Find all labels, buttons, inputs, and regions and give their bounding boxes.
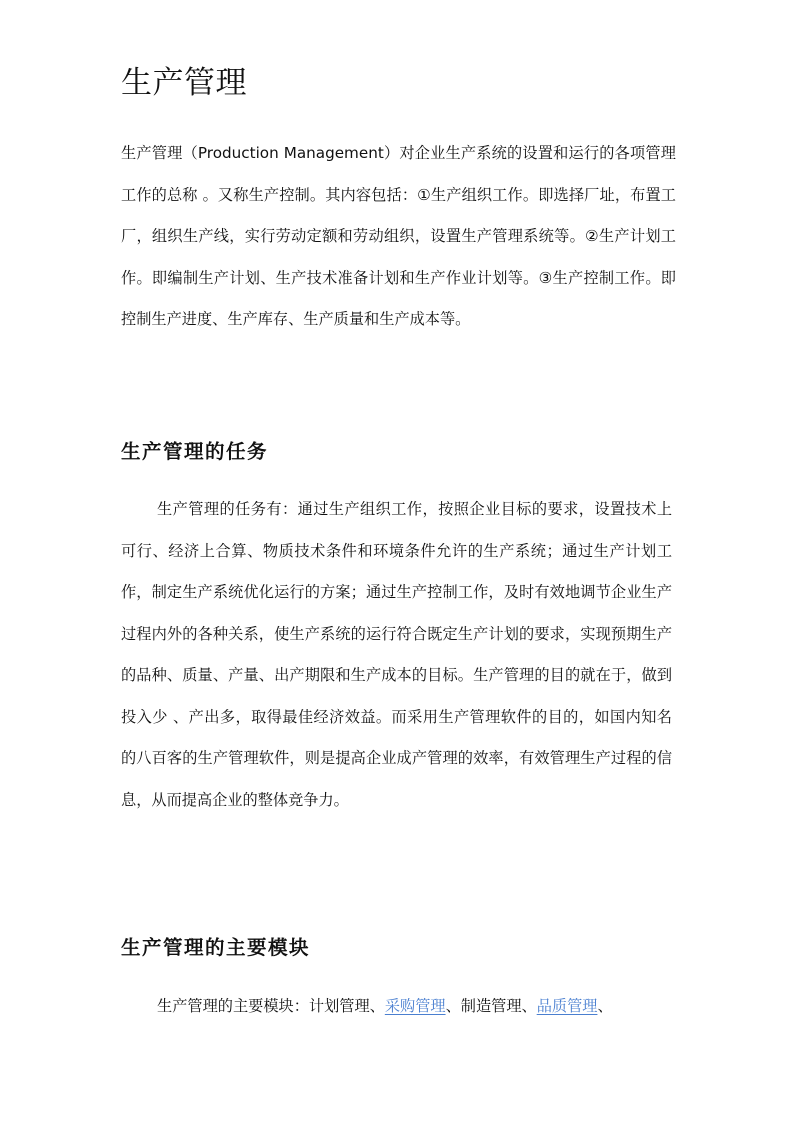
- tasks-paragraph: 生产管理的任务有：通过生产组织工作，按照企业目标的要求，设置技术上可行、经济上合算、物质技术条件和环境条件允许的生产系统；通过生产计划工作，制定生产系统优化运行的方案；通过生产控制工作，及时有效地调节企业生产过程内外的各种关系，使生产系统的运行符合既定生产计划的要求，实现预期生产的品种、质量、产量、出产期限和生产成本的目标。生产管理的目的就在于，做到投入少 、产出多，取得最佳经济效益。而采用生产管理软件的目的，如国内知名的八百客的生产管理软件，则是提高企业成产管理的效率，有效管理生产过程的信息，从而提高企业的整体竞争力。: [121, 500, 672, 809]
- section-heading-tasks: 生产管理的任务: [121, 440, 269, 463]
- quality-management-link[interactable]: 品质管理: [536, 997, 598, 1015]
- purchase-management-link[interactable]: 采购管理: [384, 997, 446, 1015]
- modules-text-separator: 、制造管理、: [445, 997, 537, 1015]
- modules-text-prefix: 生产管理的主要模块：计划管理、: [157, 997, 385, 1015]
- modules-text-trailing: 、: [597, 997, 613, 1015]
- modules-paragraph: [121, 986, 672, 1028]
- section-heading-modules: 生产管理的主要模块: [121, 936, 311, 959]
- page-title: 生产管理: [121, 65, 247, 101]
- intro-paragraph: 生产管理（Production Management）对企业生产系统的设置和运行的各项管理工作的总称 。又称生产控制。其内容包括：①生产组织工作。即选择厂址，布置工厂，组织生产线，实行劳动定额和劳动组织，设置生产管理系统等。②生产计划工作。即编制生产计划、生产技术准备计划和生产作业计划等。③生产控制工作。即控制生产进度、生产库存、生产质量和生产成本等。: [121, 144, 676, 328]
